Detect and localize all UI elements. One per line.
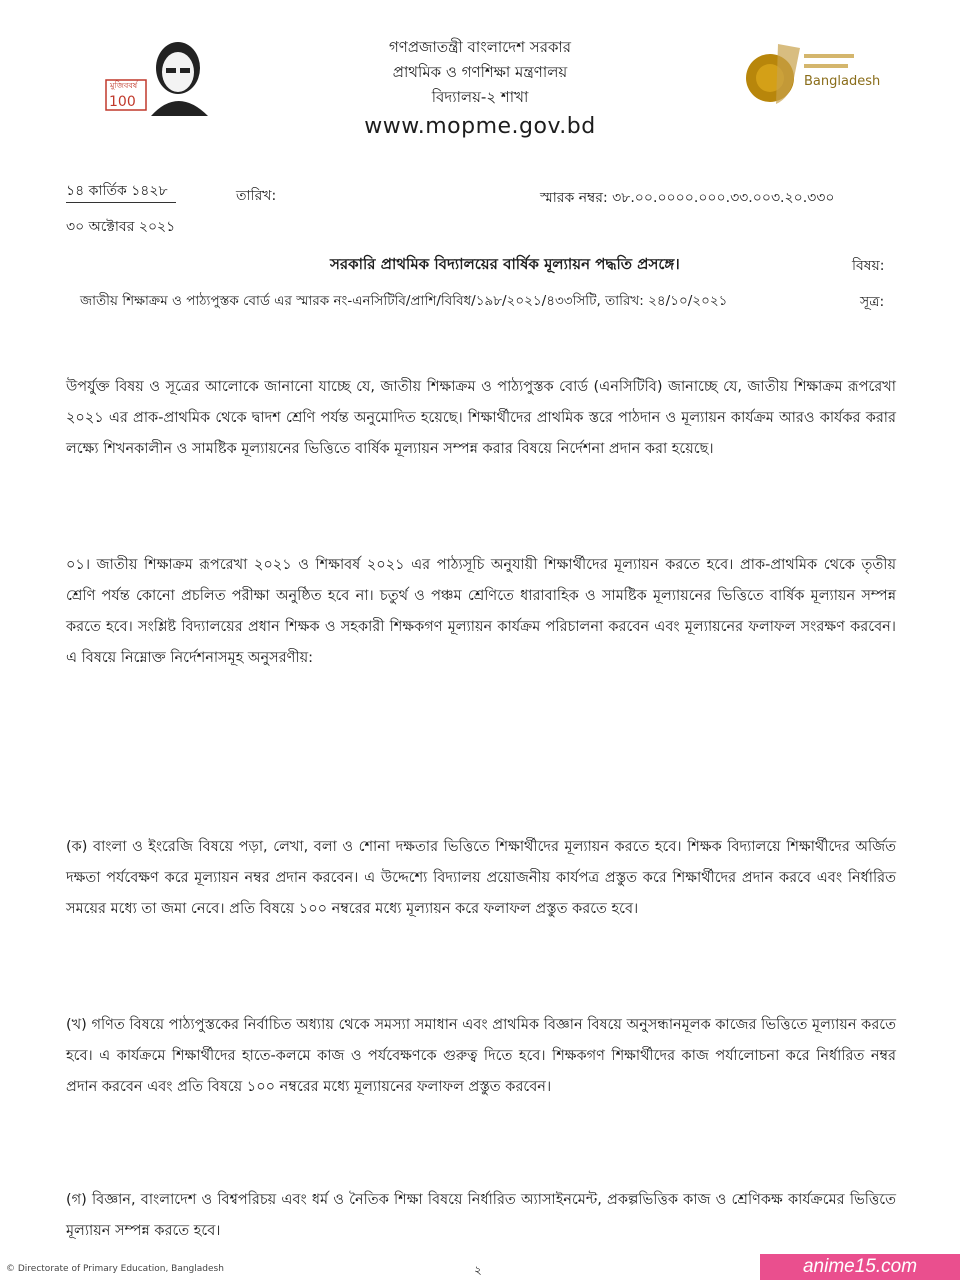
paragraph-point-1: ০১। জাতীয় শিক্ষাক্রম রূপরেখা ২০২১ ও শিক্ষাবর্ষ ২০২১ এর পাঠ্যসূচি অনুযায়ী শিক্ষার্থীদের মূল্যায়ন করতে হবে। প্রাক-প্রাথমিক থেকে তৃতীয় শ্রেণি পর্যন্ত কোনো প্রচলিত পরীক্ষা অনুষ্ঠিত হবে না। চতুর্থ ও পঞ্চম শ্রেণিতে ধারাবাহিক ও সামষ্টিক মূল্যায়নের ভিত্তিতে বার্ষিক মূল্যায়ন সম্পন্ন করতে হবে। সংশ্লিষ্ট বিদ্যালয়ের প্রধান শিক্ষক ও সহকারী শিক্ষকগণ মূল্যায়ন কার্যক্রম পরিচালনা করবেন এবং মূল্যায়নের ফলাফল সংরক্ষণ করবেন। এ বিষয়ে নিম্নোক্ত নির্দেশনাসমূহ অনুসরণীয়:	[66, 557, 896, 666]
mujib-borsho-logo	[96, 36, 226, 116]
reference-label: সূত্র:	[860, 294, 885, 310]
header-line-government: গণপ্রজাতন্ত্রী বাংলাদেশ সরকার	[388, 38, 572, 56]
paragraph-point-ka: (ক) বাংলা ও ইংরেজি বিষয়ে পড়া, লেখা, বলা ও শোনা দক্ষতার ভিত্তিতে শিক্ষার্থীদের মূল্যায়ন করতে হবে। শিক্ষক বিদ্যালয়ে শিক্ষার্থীদের অর্জিত দক্ষতা পর্যবেক্ষণ করে মূল্যায়ন নম্বর প্রদান করবেন। এ উদ্দেশ্যে বিদ্যালয় প্রয়োজনীয় কার্যপত্র প্রস্তুত করে শিক্ষার্থীদের প্রদান করবে এবং নির্ধারিত সময়ের মধ্যে তা জমা নেবে। প্রতি বিষয়ে ১০০ নম্বরের মধ্যে মূল্যায়ন করে ফলাফল প্রস্তুত করতে হবে।	[66, 839, 896, 917]
paragraph-point-ga: (গ) বিজ্ঞান, বাংলাদেশ ও বিশ্বপরিচয় এবং ধর্ম ও নৈতিক শিক্ষা বিষয়ে নির্ধারিত অ্যাসাইনমেন্ট, প্রকল্পভিত্তিক কাজ ও শ্রেণিকক্ষ কার্যক্রমের ভিত্তিতে মূল্যায়ন সম্পন্ন করতে হবে।	[66, 1192, 896, 1239]
reference-text: জাতীয় শিক্ষাক্রম ও পাঠ্যপুস্তক বোর্ড এর স্মারক নং-এনসিটিবি/প্রাশি/বিবিধ/১৯৮/২০২১/৪৩৩সিটি, তারিখ: ২৪/১০/২০২১	[80, 293, 728, 309]
watermark-badge: anime15.com	[760, 1254, 960, 1280]
golden-jubilee-icon	[740, 38, 910, 108]
svg-text:100: 100	[109, 94, 136, 110]
subject-label: বিষয়:	[852, 258, 885, 274]
header-line-branch: বিদ্যালয়-২ শাখা	[431, 88, 529, 106]
header-website[interactable]: www.mopme.gov.bd	[364, 114, 596, 139]
portrait-icon	[96, 36, 226, 116]
subject-text: সরকারি প্রাথমিক বিদ্যালয়ের বার্ষিক মূল্যায়ন পদ্ধতি প্রসঙ্গে।	[330, 255, 680, 273]
header-line-ministry: প্রাথমিক ও গণশিক্ষা মন্ত্রণালয়	[392, 63, 568, 81]
paragraph-point-kha: (খ) গণিত বিষয়ে পাঠ্যপুস্তকের নির্বাচিত অধ্যায় থেকে সমস্যা সমাধান এবং প্রাথমিক বিজ্ঞান বিষয়ে অনুসন্ধানমূলক কাজের ভিত্তিতে মূল্যায়ন করতে হবে। এ কার্যক্রমে শিক্ষার্থীদের হাতে-কলমে কাজ ও পর্যবেক্ষণকে গুরুত্ব দিতে হবে। শিক্ষকগণ শিক্ষার্থীদের কাজ পর্যালোচনা করে নির্ধারিত নম্বর প্রদান করবেন এবং প্রতি বিষয়ে ১০০ নম্বরের মধ্যে মূল্যায়নের ফলাফল প্রস্তুত করবেন।	[66, 1017, 896, 1095]
page-number: ২	[474, 1263, 482, 1277]
source-credit: © Directorate of Primary Education, Bangladesh	[6, 1264, 224, 1274]
bangladesh-50-logo	[740, 38, 910, 108]
date-block	[66, 180, 277, 239]
paragraph-intro: উপর্যুক্ত বিষয় ও সূত্রের আলোকে জানানো যাচ্ছে যে, জাতীয় শিক্ষাক্রম ও পাঠ্যপুস্তক বোর্ড (এনসিটিবি) জানাচ্ছে যে, জাতীয় শিক্ষাক্রম রূপরেখা ২০২১ এর প্রাক-প্রাথমিক থেকে দ্বাদশ শ্রেণি পর্যন্ত অনুমোদিত হয়েছে। শিক্ষার্থীদের প্রাথমিক স্তরে পাঠদান ও মূল্যায়ন কার্যক্রম আরও কার্যকর করার লক্ষ্যে শিখনকালীন ও সামষ্টিক মূল্যায়নের ভিত্তিতে বার্ষিক মূল্যায়ন সম্পন্ন করার বিষয়ে নির্দেশনা প্রদান করা হয়েছে।	[66, 379, 896, 457]
mujib-logo-caption: মুজিববর্ষ	[110, 81, 138, 90]
memo-number: স্মারক নম্বর: ৩৮.০০.০০০০.০০০.৩৩.০০৩.২০.৩৩০	[540, 190, 835, 206]
date-label: তারিখ:	[236, 188, 277, 204]
bangla-date: ১৪ কার্তিক ১৪২৮	[66, 180, 176, 203]
government-header	[300, 36, 660, 139]
bangladesh-logo-caption: Bangladesh	[804, 74, 881, 89]
english-date: ৩০ অক্টোবর ২০২১	[66, 219, 176, 235]
